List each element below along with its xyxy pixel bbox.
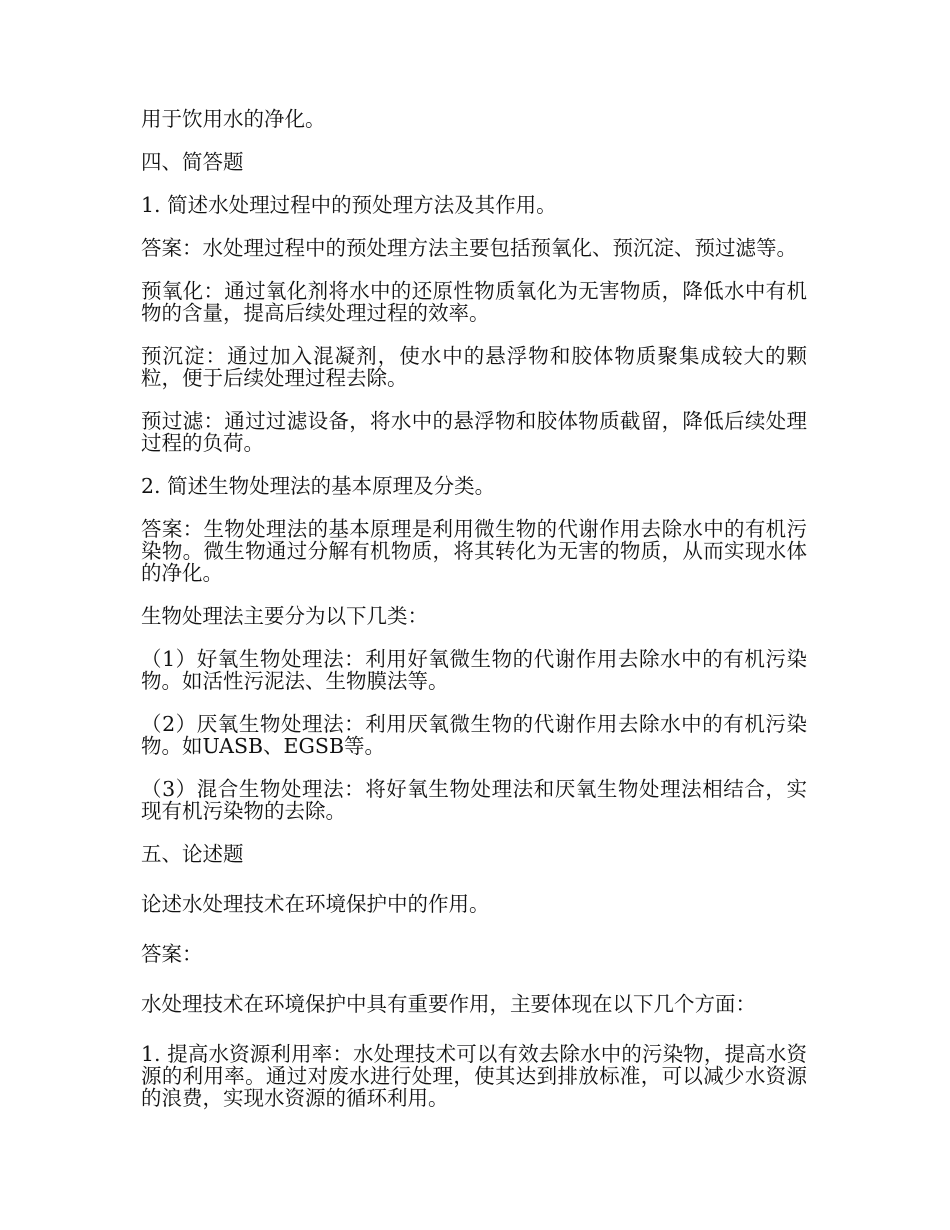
paragraph-intro-tail: 用于饮用水的净化。 — [141, 107, 326, 131]
answer-1-presedimentation: 预沉淀：通过加入混凝剂，使水中的悬浮物和胶体物质聚集成较大的颗粒，便于后续处理过程去除。 — [141, 344, 807, 390]
essay-answer-intro: 水处理技术在环境保护中具有重要作用，主要体现在以下几个方面： — [141, 992, 756, 1016]
section-heading-essay: 五、论述题 — [141, 842, 244, 866]
answer-2-hybrid: （3）混合生物处理法：将好氧生物处理法和厌氧生物处理法相结合，实现有机污染物的去除。 — [141, 777, 807, 823]
essay-question: 论述水处理技术在环境保护中的作用。 — [141, 892, 490, 916]
section-heading-short-answer: 四、简答题 — [141, 150, 244, 174]
essay-answer-point-1: 1. 提高水资源利用率：水处理技术可以有效去除水中的污染物，提高水资源的利用率。通过对废水进行处理，使其达到排放标准，可以减少水资源的浪费，实现水资源的循环利用。 — [141, 1042, 807, 1110]
question-1: 1. 简述水处理过程中的预处理方法及其作用。 — [141, 193, 557, 217]
document-body — [141, 108, 807, 1130]
answer-1-preoxidation: 预氧化：通过氧化剂将水中的还原性物质氧化为无害物质，降低水中有机物的含量，提高后续处理过程的效率。 — [141, 279, 807, 325]
answer-2-anaerobic: （2）厌氧生物处理法：利用厌氧微生物的代谢作用去除水中的有机污染物。如UASB、EGSB等。 — [141, 712, 807, 758]
answer-1: 答案：水处理过程中的预处理方法主要包括预氧化、预沉淀、预过滤等。 — [141, 236, 797, 260]
answer-2-aerobic: （1）好氧生物处理法：利用好氧微生物的代谢作用去除水中的有机污染物。如活性污泥法、生物膜法等。 — [141, 647, 807, 693]
essay-answer-label: 答案： — [141, 942, 203, 966]
question-2: 2. 简述生物处理法的基本原理及分类。 — [141, 474, 496, 498]
answer-2: 答案：生物处理法的基本原理是利用微生物的代谢作用去除水中的有机污染物。微生物通过分解有机物质，将其转化为无害的物质，从而实现水体的净化。 — [141, 517, 807, 585]
answer-1-prefiltration: 预过滤：通过过滤设备，将水中的悬浮物和胶体物质截留，降低后续处理过程的负荷。 — [141, 409, 807, 455]
answer-2-classification: 生物处理法主要分为以下几类： — [141, 604, 428, 628]
